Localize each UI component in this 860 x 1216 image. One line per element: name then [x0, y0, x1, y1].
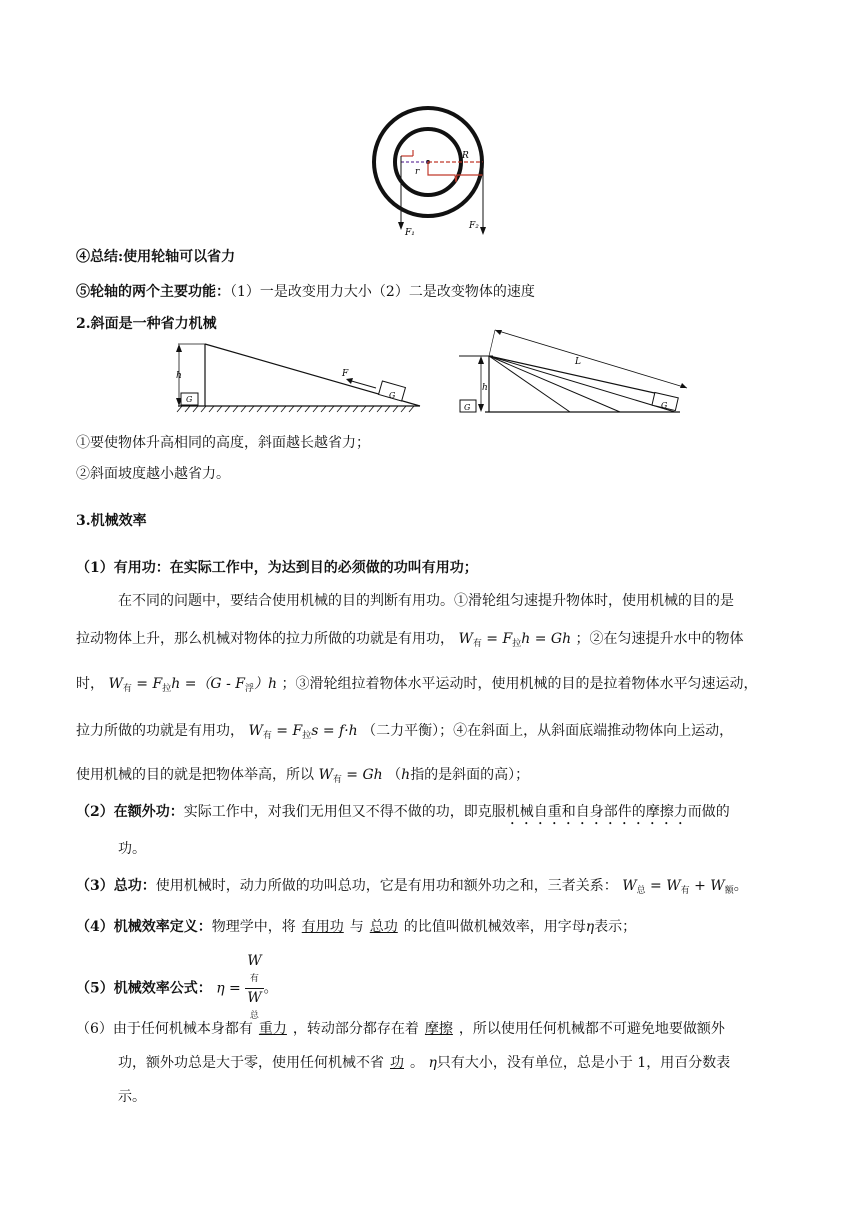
note-6-line-1: （6）由于任何机械本身都有 重力 ，转动部分都存在着 摩擦 ，所以使用任何机械都不可避免地要做额外 — [76, 1018, 725, 1038]
blank-friction: 摩擦 — [424, 1021, 453, 1037]
label-G-box: G — [389, 391, 396, 400]
label-R: R — [462, 151, 469, 161]
formula-useful-work-water: $W_有 = F_拉h =(G - F_浮)h$ — [108, 676, 278, 694]
incline-diagram-1 — [170, 338, 422, 414]
useful-work-line-2: 拉动物体上升，那么机械对物体的拉力所做的功就是有用功， $W_有 = F_拉h = Gh$ ；②在匀速提升水中的物体 — [76, 631, 744, 649]
function-5 — [76, 281, 535, 301]
useful-work-line-3: 时， $W_有 = F_拉h =(G - F_浮)h$ ；③滑轮组拉着物体水平运动时，使用机械的目的是拉着物体水平匀速运动， — [76, 676, 758, 694]
label-r: r — [415, 167, 420, 177]
label-G-ground-2: G — [464, 403, 471, 412]
incline-diagram-2 — [455, 326, 695, 416]
label-F: F — [342, 369, 349, 379]
blank-useful-work: 有用功 — [301, 919, 344, 935]
function-5-text: （1）一是改变用力大小（2）二是改变物体的速度 — [230, 284, 535, 300]
symbol-eta-2: η — [428, 1055, 437, 1071]
wheel-axle-diagram — [365, 98, 505, 243]
extra-work-line-2: 功。 — [118, 841, 146, 857]
formula-useful-work-horizontal: $W_有 = F_拉s = f\cdot h$ — [248, 723, 358, 741]
label-G-ground: G — [186, 395, 193, 404]
formula-useful-work-lift: $W_有 = F_拉h = Gh$ — [458, 631, 572, 649]
extra-work: （2）在额外功：实际工作中，对我们无用但又不得不做的功，即克服机械自重和自身部件的摩擦力而做的 — [76, 804, 730, 820]
formula-useful-work-incline: $W_有 = Gh$ — [318, 767, 383, 785]
useful-work-title: （1）有用功：在实际工作中，为达到目的必须做的功叫有用功； — [76, 560, 478, 576]
blank-total-work: 总功 — [369, 919, 398, 935]
useful-work-line-1: 在不同的问题中，要结合使用机械的目的判断有用功。①滑轮组匀速提升物体时，使用机械的目的是 — [118, 593, 734, 609]
extra-work-emphasis: 机械自重和自身部件的摩擦力 — [505, 804, 688, 820]
incline-point-1: ①要使物体升高相同的高度，斜面越长越省力； — [76, 435, 370, 451]
symbol-eta: η — [585, 919, 595, 935]
ground-hatching — [177, 406, 414, 412]
formula-eta-fraction: W 有 W 总 — [247, 953, 262, 1021]
note-6-line-3: 示。 — [118, 1089, 146, 1105]
label-F2: F₂ — [469, 221, 479, 231]
section-3-title: 3.机械效率 — [76, 513, 147, 529]
summary-4: ④总结:使用轮轴可以省力 — [76, 249, 236, 265]
efficiency-definition: （4）机械效率定义：物理学中，将 有用功 与 总功 的比值叫做机械效率，用字母η表示； — [76, 916, 636, 936]
total-work: （3）总功：使用机械时，动力所做的功叫总功，它是有用功和额外功之和，三者关系： $W_总 = W_有 + W_额$。 — [76, 878, 748, 896]
note-6-line-2: 功，额外功总是大于零，使用任何机械不省 功 。 η只有大小，没有单位，总是小于 1，用百分数表 — [118, 1052, 730, 1072]
useful-work-line-5: 使用机械的目的就是把物体举高，所以 $W_有 = Gh$ （h指的是斜面的高）； — [76, 767, 530, 785]
useful-work-line-4: 拉力所做的功就是有用功， $W_有 = F_拉s = f\cdot h$ （二力平衡）；④在斜面上，从斜面底端推动物体向上运动， — [76, 723, 734, 741]
label-F1: F₁ — [405, 228, 415, 238]
formula-total-work: $W_总 = W_有 + W_额$ — [622, 878, 734, 896]
symbol-h: h — [401, 767, 411, 783]
efficiency-formula: （5）机械效率公式： η = W 有 W 总 。 — [76, 952, 278, 1025]
formula-eta: η = — [216, 980, 241, 997]
incline-point-2: ②斜面坡度越小越省力。 — [76, 466, 230, 482]
section-2-title: 2.斜面是一种省力机械 — [76, 316, 217, 332]
label-h-2: h — [482, 383, 488, 393]
blank-gravity: 重力 — [258, 1021, 287, 1037]
label-G-box-2: G — [661, 401, 668, 410]
function-5-title: ⑤轮轴的两个主要功能： — [76, 284, 230, 300]
label-L: L — [575, 357, 581, 367]
blank-work: 功 — [390, 1055, 404, 1071]
label-h: h — [176, 371, 182, 381]
